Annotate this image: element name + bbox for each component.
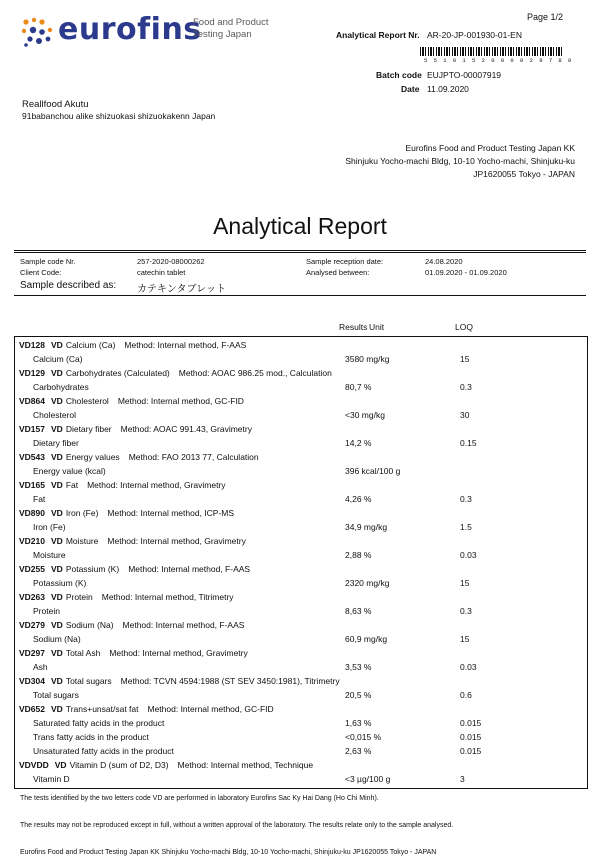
- test-code: VD165: [19, 480, 45, 490]
- result-value: 4,26 %: [345, 494, 372, 504]
- lab-code: VD: [51, 340, 63, 350]
- lab-address-line3: JP1620055 Tokyo - JAPAN: [473, 169, 575, 179]
- test-header: [19, 704, 274, 714]
- test-method: Method: Internal method, Titrimetry: [101, 592, 234, 602]
- lab-code: VD: [54, 760, 67, 770]
- result-value: 14,2 %: [345, 438, 372, 448]
- lab-code: VD: [51, 452, 63, 462]
- sample-code: 257-2020-08000262: [137, 257, 205, 266]
- loq-value: 15: [460, 354, 470, 364]
- result-value: 396 kcal/100 g: [345, 466, 401, 476]
- test-method: Method: Internal method, ICP-MS: [107, 508, 235, 518]
- table-row: [15, 662, 585, 676]
- parameter-name: Protein: [33, 606, 60, 616]
- parameter-name: Moisture: [33, 550, 66, 560]
- table-row: [15, 550, 585, 564]
- test-header: [19, 508, 234, 518]
- test-method: Method: Internal method, F-AAS: [128, 564, 251, 574]
- table-row: [15, 690, 585, 704]
- test-code: VD279: [19, 620, 45, 630]
- test-code: VD297: [19, 648, 45, 658]
- lab-note: The tests identified by the two letters code VD are performed in laboratory Eurofins Sac Ky Hai Dang (Ho Chi Minh).: [20, 795, 379, 802]
- table-row: [15, 466, 585, 480]
- parameter-name: Unsaturated fatty acids in the product: [33, 746, 174, 756]
- report-nr-value: AR-20-JP-001930-01-EN: [427, 30, 522, 40]
- test-method: Method: Internal method, F-AAS: [122, 620, 245, 630]
- result-value: 2320 mg/kg: [345, 578, 390, 588]
- test-name: Calcium (Ca): [65, 340, 116, 350]
- parameter-name: Sodium (Na): [33, 634, 81, 644]
- loq-value: 0.015: [460, 718, 482, 728]
- test-name: Fat: [65, 480, 79, 490]
- parameter-name: Trans fatty acids in the product: [33, 732, 149, 742]
- result-value: 60,9 mg/kg: [345, 634, 388, 644]
- divider-top-1: [14, 250, 586, 251]
- table-row: [15, 634, 585, 648]
- lab-code: VD: [51, 480, 63, 490]
- test-method: Method: Internal method, GC-FID: [147, 704, 274, 714]
- test-code: VDVDD: [19, 760, 49, 770]
- reception-date: 24.08.2020: [425, 257, 463, 266]
- test-name: Sodium (Na): [65, 620, 114, 630]
- parameter-name: Carbohydrates: [33, 382, 89, 392]
- parameter-name: Potassium (K): [33, 578, 87, 588]
- table-row: [15, 578, 585, 592]
- table-row: [15, 606, 585, 620]
- test-name: Potassium (K): [65, 564, 120, 574]
- parameter-name: Iron (Fe): [33, 522, 66, 532]
- test-header: [19, 340, 246, 350]
- loq-value: 0.015: [460, 746, 482, 756]
- table-row: [15, 382, 585, 396]
- lab-code: VD: [51, 536, 63, 546]
- test-header: [19, 620, 244, 630]
- report-nr-label: Analytical Report Nr.: [336, 30, 420, 40]
- test-code: VD890: [19, 508, 45, 518]
- batch-label: Batch code: [376, 70, 422, 80]
- result-value: 2,88 %: [345, 550, 372, 560]
- logo-subtitle-line1: Food and Product: [193, 17, 269, 28]
- client-code: catechin tablet: [137, 268, 186, 277]
- table-row: [15, 494, 585, 508]
- parameter-name: Vitamin D: [33, 774, 70, 784]
- test-name: Total Ash: [65, 648, 101, 658]
- report-date: 11.09.2020: [427, 84, 469, 94]
- test-code: VD304: [19, 676, 45, 686]
- batch-code: EUJPTO-00007919: [427, 70, 502, 80]
- table-row: [15, 438, 585, 452]
- table-row: [15, 732, 585, 746]
- result-value: 8,63 %: [345, 606, 372, 616]
- company-logo: [20, 14, 200, 54]
- result-value: 2,63 %: [345, 746, 372, 756]
- lab-code: VD: [51, 396, 63, 406]
- lab-code: VD: [51, 592, 63, 602]
- test-method: Method: Internal method, Gravimetry: [109, 648, 248, 658]
- results-table: [14, 336, 588, 789]
- parameter-name: Calcium (Ca): [33, 354, 83, 364]
- test-name: Moisture: [65, 536, 99, 546]
- result-value: <30 mg/kg: [345, 410, 385, 420]
- result-value: <3 µg/100 g: [345, 774, 391, 784]
- column-unit: Unit: [369, 322, 385, 332]
- test-method: Method: AOAC 991.43, Gravimetry: [120, 424, 252, 434]
- loq-value: 15: [460, 578, 470, 588]
- divider-sample-bottom: [14, 295, 586, 296]
- result-value: 3,53 %: [345, 662, 372, 672]
- page-title: Analytical Report: [213, 213, 387, 239]
- table-row: [15, 354, 585, 368]
- test-name: Iron (Fe): [65, 508, 99, 518]
- table-row: [15, 718, 585, 732]
- test-name: Dietary fiber: [65, 424, 112, 434]
- loq-value: 0.03: [460, 550, 477, 560]
- test-header: [19, 396, 244, 406]
- result-value: 80,7 %: [345, 382, 372, 392]
- test-code: VD129: [19, 368, 45, 378]
- loq-value: 0.3: [460, 382, 472, 392]
- parameter-name: Dietary fiber: [33, 438, 79, 448]
- test-method: Method: Internal method, F-AAS: [124, 340, 247, 350]
- loq-value: 15: [460, 634, 470, 644]
- client-address: 91babanchou alike shizuokasi shizuokakenn Japan: [22, 111, 216, 121]
- lab-code: VD: [51, 704, 63, 714]
- lab-code: VD: [51, 424, 63, 434]
- parameter-name: Saturated fatty acids in the product: [33, 718, 165, 728]
- lab-code: VD: [51, 648, 63, 658]
- lab-code: VD: [51, 508, 63, 518]
- analysed-dates: 01.09.2020 - 01.09.2020: [425, 268, 507, 277]
- loq-value: 0.3: [460, 494, 472, 504]
- test-name: Total sugars: [65, 676, 112, 686]
- loq-value: 0.03: [460, 662, 477, 672]
- parameter-name: Total sugars: [33, 690, 79, 700]
- loq-value: 1.5: [460, 522, 472, 532]
- test-name: Cholesterol: [65, 396, 109, 406]
- test-header: [19, 536, 246, 546]
- parameter-name: Ash: [33, 662, 48, 672]
- logo-wordmark: eurofins: [58, 12, 202, 47]
- test-code: VD210: [19, 536, 45, 546]
- lab-code: VD: [51, 676, 63, 686]
- column-results: Results: [339, 322, 368, 332]
- analysed-label: Analysed between:: [306, 268, 370, 277]
- result-value: <0,015 %: [345, 732, 382, 742]
- test-method: Method: Internal method, Gravimetry: [107, 536, 246, 546]
- column-loq: LOQ: [455, 322, 473, 332]
- test-code: VD864: [19, 396, 45, 406]
- test-method: Method: Internal method, GC-FID: [117, 396, 244, 406]
- result-value: 3580 mg/kg: [345, 354, 390, 364]
- loq-value: 0.015: [460, 732, 482, 742]
- logo-dots-icon: [20, 16, 56, 48]
- logo-subtitle: [193, 17, 269, 41]
- test-header: [19, 676, 340, 686]
- test-method: Method: TCVN 4594:1988 (ST SEV 3450:1981), Titrimetry: [120, 676, 340, 686]
- result-value: 34,9 mg/kg: [345, 522, 388, 532]
- sample-code-label: Sample code Nr.: [20, 257, 76, 266]
- test-header: [19, 564, 250, 574]
- test-name: Energy values: [65, 452, 120, 462]
- test-header: [19, 592, 234, 602]
- test-name: Vitamin D (sum of D2, D3): [69, 760, 169, 770]
- test-code: VD263: [19, 592, 45, 602]
- table-row: [15, 774, 585, 788]
- test-method: Method: Internal method, Gravimetry: [87, 480, 226, 490]
- test-name: Trans+unsat/sat fat: [65, 704, 139, 714]
- test-header: [19, 368, 332, 378]
- parameter-name: Fat: [33, 494, 46, 504]
- parameter-name: Energy value (kcal): [33, 466, 106, 476]
- test-header: [19, 480, 226, 490]
- test-code: VD128: [19, 340, 45, 350]
- loq-value: 3: [460, 774, 465, 784]
- reproduction-note: The results may not be reproduced except in full, without a written approval of the laboratory. The results relate only to the sample analysed.: [20, 822, 454, 829]
- test-header: [19, 760, 313, 770]
- table-row: [15, 746, 585, 760]
- test-method: Method: FAO 2013 77, Calculation: [128, 452, 259, 462]
- lab-address-line2: Shinjuku Yocho-machi Bldg, 10-10 Yocho-machi, Shinjuku-ku: [345, 156, 575, 166]
- barcode-digits: 5 5 1 0 1 5 2 0 0 0 0 2 9 7 8 0: [424, 57, 573, 64]
- test-header: [19, 648, 248, 658]
- result-value: 1,63 %: [345, 718, 372, 728]
- test-code: VD652: [19, 704, 45, 714]
- test-name: Protein: [65, 592, 93, 602]
- lab-code: VD: [51, 620, 63, 630]
- lab-code: VD: [51, 368, 63, 378]
- described-label: Sample described as:: [20, 280, 117, 291]
- table-row: [15, 522, 585, 536]
- divider-top-2: [14, 252, 586, 253]
- table-row: [15, 410, 585, 424]
- date-label: Date: [401, 84, 420, 94]
- test-code: VD255: [19, 564, 45, 574]
- loq-value: 0.15: [460, 438, 477, 448]
- described-value: カテキンタブレット: [137, 284, 226, 295]
- barcode: [420, 47, 563, 56]
- loq-value: 30: [460, 410, 470, 420]
- lab-code: VD: [51, 564, 63, 574]
- parameter-name: Cholesterol: [33, 410, 76, 420]
- test-code: VD157: [19, 424, 45, 434]
- loq-value: 0.6: [460, 690, 472, 700]
- client-code-label: Client Code:: [20, 268, 62, 277]
- result-value: 20,5 %: [345, 690, 372, 700]
- test-name: Carbohydrates (Calculated): [65, 368, 170, 378]
- loq-value: 0.3: [460, 606, 472, 616]
- reception-label: Sample reception date:: [306, 257, 384, 266]
- logo-subtitle-line2: Testing Japan: [193, 29, 252, 40]
- test-method: Method: AOAC 986.25 mod., Calculation: [178, 368, 332, 378]
- page-number: Page 1/2: [527, 12, 564, 22]
- test-header: [19, 452, 259, 462]
- test-code: VD543: [19, 452, 45, 462]
- test-header: [19, 424, 252, 434]
- client-name: Reallfood Akutu: [22, 99, 89, 110]
- footer-address: Eurofins Food and Product Testing Japan KK Shinjuku Yocho-machi Bldg, 10-10 Yocho-machi, Shinjuku-ku JP1620055 Tokyo - JAPAN: [20, 849, 437, 856]
- test-method: Method: Internal method, Technique: [177, 760, 314, 770]
- lab-address-line1: Eurofins Food and Product Testing Japan KK: [405, 143, 575, 153]
